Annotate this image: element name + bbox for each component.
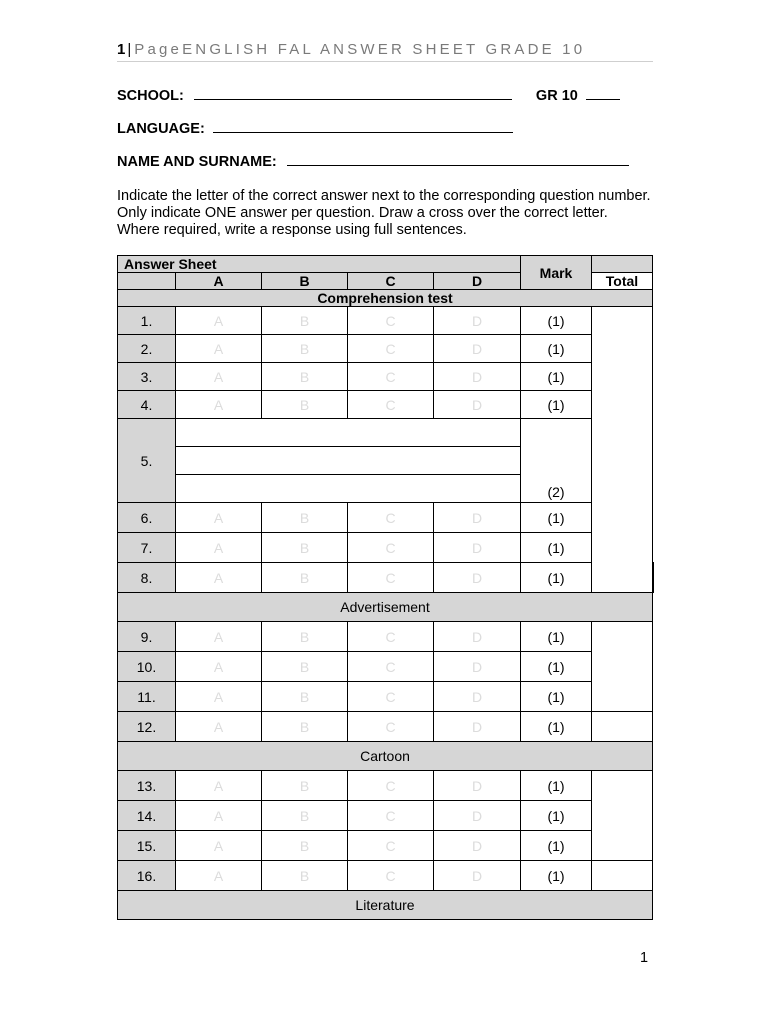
total-cell-advertisement-a[interactable] [592, 622, 653, 712]
page-header [117, 41, 653, 58]
option-b[interactable]: B [262, 831, 348, 861]
option-c[interactable]: C [348, 363, 434, 391]
mark-value: (1) [521, 563, 592, 593]
option-d[interactable]: D [434, 861, 521, 891]
option-a[interactable]: A [176, 801, 262, 831]
question-number: 10. [118, 652, 176, 682]
question-number: 14. [118, 801, 176, 831]
option-b[interactable]: B [262, 652, 348, 682]
mark-value: (1) [521, 861, 592, 891]
option-b[interactable]: B [262, 363, 348, 391]
school-field[interactable] [194, 98, 512, 100]
question-row [118, 712, 654, 742]
option-a[interactable]: A [176, 307, 262, 335]
mark-value: (1) [521, 335, 592, 363]
question-number: 2. [118, 335, 176, 363]
option-b[interactable]: B [262, 682, 348, 712]
language-row [117, 121, 513, 137]
header-page-number: 1 [117, 41, 126, 58]
total-cell-comprehension-b[interactable] [653, 563, 654, 593]
num-header-cell [118, 273, 176, 290]
option-d[interactable]: D [434, 307, 521, 335]
option-a[interactable]: A [176, 831, 262, 861]
question-number: 3. [118, 363, 176, 391]
written-answer-line[interactable] [176, 447, 521, 475]
section-cartoon: Cartoon [118, 742, 653, 771]
option-b[interactable]: B [262, 622, 348, 652]
mark-value: (2) [521, 419, 592, 503]
section-advertisement: Advertisement [118, 593, 653, 622]
question-row [118, 652, 654, 682]
total-cell-comprehension-a[interactable] [592, 307, 653, 593]
header-title: PageENGLISH FAL ANSWER SHEET GRADE 10 [134, 41, 586, 58]
footer-page-number: 1 [640, 950, 649, 966]
option-d[interactable]: D [434, 801, 521, 831]
header-separator: | [127, 41, 132, 58]
mark-value: (1) [521, 801, 592, 831]
question-row [118, 771, 654, 801]
option-a[interactable]: A [176, 363, 262, 391]
question-row [118, 831, 654, 861]
option-a[interactable]: A [176, 622, 262, 652]
question-row [118, 682, 654, 712]
question-number: 8. [118, 563, 176, 593]
option-header-a: A [176, 273, 262, 290]
option-d[interactable]: D [434, 533, 521, 563]
mark-value: (1) [521, 533, 592, 563]
school-label: SCHOOL: [117, 88, 184, 104]
option-c[interactable]: C [348, 307, 434, 335]
option-c[interactable]: C [348, 391, 434, 419]
option-a[interactable]: A [176, 712, 262, 742]
option-d[interactable]: D [434, 391, 521, 419]
option-a[interactable]: A [176, 563, 262, 593]
option-b[interactable]: B [262, 335, 348, 363]
option-b[interactable]: B [262, 563, 348, 593]
option-c[interactable]: C [348, 712, 434, 742]
mark-value: (1) [521, 307, 592, 335]
option-d[interactable]: D [434, 652, 521, 682]
option-a[interactable]: A [176, 533, 262, 563]
school-row [117, 88, 620, 104]
question-row [118, 503, 654, 533]
section-comprehension: Comprehension test [118, 290, 653, 307]
mark-value: (1) [521, 652, 592, 682]
option-a[interactable]: A [176, 335, 262, 363]
instructions: Indicate the letter of the correct answer next to the corresponding question number. Only indicate ONE answer per question. Draw a cross over the correct letter. Where required, write a response using full sentences. [117, 188, 651, 238]
grade-field[interactable] [586, 98, 620, 100]
option-b[interactable]: B [262, 771, 348, 801]
option-a[interactable]: A [176, 503, 262, 533]
mark-value: (1) [521, 771, 592, 801]
option-d[interactable]: D [434, 831, 521, 861]
option-c[interactable]: C [348, 563, 434, 593]
question-row [118, 391, 654, 419]
option-c[interactable]: C [348, 503, 434, 533]
question-number: 15. [118, 831, 176, 861]
total-cell-cartoon-b[interactable] [592, 861, 653, 891]
option-b[interactable]: B [262, 533, 348, 563]
language-field[interactable] [213, 131, 513, 133]
question-number: 11. [118, 682, 176, 712]
option-a[interactable]: A [176, 682, 262, 712]
option-c[interactable]: C [348, 771, 434, 801]
option-b[interactable]: B [262, 712, 348, 742]
option-d[interactable]: D [434, 682, 521, 712]
option-b[interactable]: B [262, 503, 348, 533]
option-b[interactable]: B [262, 861, 348, 891]
question-row-written [118, 419, 654, 447]
question-number: 7. [118, 533, 176, 563]
question-row [118, 533, 654, 563]
name-field[interactable] [287, 164, 629, 166]
option-b[interactable]: B [262, 307, 348, 335]
question-number: 6. [118, 503, 176, 533]
option-d[interactable]: D [434, 771, 521, 801]
option-a[interactable]: A [176, 391, 262, 419]
option-b[interactable]: B [262, 391, 348, 419]
option-d[interactable]: D [434, 712, 521, 742]
question-number: 9. [118, 622, 176, 652]
mark-value: (1) [521, 682, 592, 712]
option-c[interactable]: C [348, 622, 434, 652]
option-c[interactable]: C [348, 533, 434, 563]
option-c[interactable]: C [348, 682, 434, 712]
option-header-c: C [348, 273, 434, 290]
mark-value: (1) [521, 622, 592, 652]
question-number: 16. [118, 861, 176, 891]
option-c[interactable]: C [348, 831, 434, 861]
question-number: 1. [118, 307, 176, 335]
option-c[interactable]: C [348, 652, 434, 682]
name-row [117, 154, 629, 170]
option-b[interactable]: B [262, 801, 348, 831]
written-answer-line[interactable] [176, 419, 521, 447]
header-rule [117, 61, 653, 62]
option-a[interactable]: A [176, 652, 262, 682]
question-row [118, 861, 654, 891]
grade-label: GR 10 [535, 88, 578, 104]
question-number: 5. [118, 419, 176, 503]
question-row [118, 363, 654, 391]
option-d[interactable]: D [434, 622, 521, 652]
question-number: 13. [118, 771, 176, 801]
option-d[interactable]: D [434, 503, 521, 533]
option-c[interactable]: C [348, 801, 434, 831]
question-row [118, 622, 654, 652]
mark-value: (1) [521, 363, 592, 391]
written-answer-line[interactable] [176, 475, 521, 503]
option-d[interactable]: D [434, 563, 521, 593]
question-row [118, 801, 654, 831]
total-cell-advertisement-b[interactable] [592, 712, 653, 742]
answer-table [117, 255, 654, 920]
option-header-d: D [434, 273, 521, 290]
total-header-spacer [592, 256, 653, 273]
option-c[interactable]: C [348, 335, 434, 363]
total-cell-cartoon-a[interactable] [592, 771, 653, 861]
question-row [118, 563, 654, 593]
mark-header: Mark [521, 256, 592, 290]
section-literature: Literature [118, 891, 653, 920]
question-row [118, 307, 654, 335]
option-d[interactable]: D [434, 335, 521, 363]
mark-value: (1) [521, 712, 592, 742]
mark-value: (1) [521, 391, 592, 419]
mark-value: (1) [521, 831, 592, 861]
option-a[interactable]: A [176, 861, 262, 891]
answer-sheet-title: Answer Sheet [118, 256, 521, 273]
option-a[interactable]: A [176, 771, 262, 801]
question-number: 4. [118, 391, 176, 419]
total-header: Total [592, 273, 653, 290]
question-row [118, 335, 654, 363]
language-label: LANGUAGE: [117, 121, 205, 137]
option-c[interactable]: C [348, 861, 434, 891]
option-d[interactable]: D [434, 363, 521, 391]
question-number: 12. [118, 712, 176, 742]
option-header-b: B [262, 273, 348, 290]
mark-value: (1) [521, 503, 592, 533]
name-label: NAME AND SURNAME: [117, 154, 277, 170]
